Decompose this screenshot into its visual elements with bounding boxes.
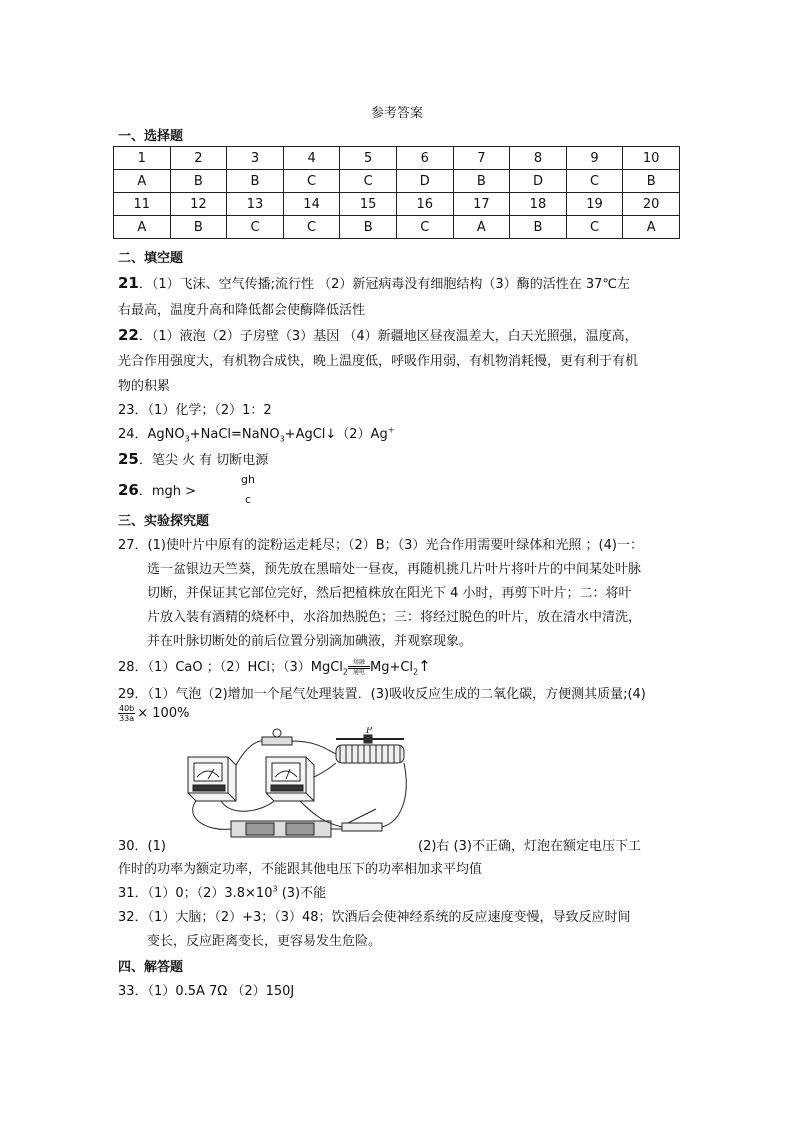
- q27-line3: 切断，并保证其它部位完好，然后把植株放在阳光下 4 小时，再剪下叶片；二：将叶: [147, 586, 632, 601]
- q29-frac-num: 40b: [119, 704, 135, 713]
- table-cell: D: [396, 170, 453, 193]
- table-cell: C: [283, 216, 340, 239]
- q26-num: 26: [118, 481, 139, 499]
- table-cell: B: [453, 170, 510, 193]
- q24-line: [118, 423, 394, 444]
- table-cell: C: [227, 216, 284, 239]
- switch-icon: [342, 809, 382, 831]
- q21-text: ．（1）飞沫、空气传播;流行性 （2）新冠病毒没有细胞结构（3）酶的活性在 37℃左: [138, 277, 630, 292]
- table-cell: 5: [340, 147, 397, 170]
- q28-sub1: 2: [342, 667, 348, 677]
- section-fill-heading: 二、填空题: [118, 251, 184, 266]
- q29-tail: × 100%: [137, 706, 190, 721]
- q26-line: [118, 480, 196, 499]
- table-cell: C: [566, 216, 623, 239]
- q28-line: [118, 656, 431, 677]
- q21-line2: 右最高，温度升高和降低都会使酶降低活性: [118, 303, 366, 318]
- battery-icon: [231, 821, 331, 837]
- q26-fraction: [238, 473, 258, 507]
- table-row: [114, 193, 680, 216]
- ammeter-icon: [188, 757, 236, 801]
- q27-line1: 27．(1)使叶片中原有的淀粉运走耗尽；（2）B；（3）光合作用需要叶绿体和光照 ；(4)一：: [118, 538, 643, 553]
- table-cell: C: [396, 216, 453, 239]
- q24-sub2: 3: [279, 434, 285, 444]
- q23-line: 23．（1）化学；（2）1：2: [118, 403, 272, 418]
- q28-b: Mg+Cl: [369, 660, 414, 675]
- q31-sup: 3: [272, 884, 278, 894]
- q28-arrow: ↑: [418, 657, 431, 675]
- table-cell: A: [114, 170, 171, 193]
- q31-line: [118, 882, 326, 901]
- q28-a: 28．（1）CaO ；（2）HCl；（3）MgCl: [118, 660, 343, 675]
- table-cell: A: [453, 216, 510, 239]
- q25-line: [118, 449, 268, 468]
- table-cell: 14: [283, 193, 340, 216]
- q25-num: 25: [118, 450, 139, 468]
- table-cell: B: [227, 170, 284, 193]
- q29-line1: 29．（1）气泡（2)增加一个尾气处理装置．(3)吸收反应生成的二氧化碳，方便测其质量;(4): [118, 687, 646, 702]
- table-cell: B: [623, 170, 680, 193]
- q30-line2: 作时的功率为额定功率，不能跟其他电压下的功率相加求平均值: [118, 862, 483, 877]
- table-cell: B: [510, 216, 567, 239]
- q33-line: 33．（1）0.5A 7Ω （2）150J: [118, 984, 295, 999]
- condition-top: 熔融: [348, 660, 370, 667]
- q21-num: 21: [118, 274, 139, 292]
- table-cell: 19: [566, 193, 623, 216]
- table-cell: 6: [396, 147, 453, 170]
- table-cell: B: [170, 170, 227, 193]
- rheostat-icon: [336, 735, 404, 763]
- table-cell: 9: [566, 147, 623, 170]
- table-cell: C: [340, 170, 397, 193]
- page-title: 参考答案: [370, 106, 423, 121]
- q31-b: (3)不能: [277, 886, 327, 901]
- q27-line2: 选一盆银边天竺葵，预先放在黑暗处一昼夜，再随机挑几片叶片将叶片的中间某处叶脉: [147, 562, 642, 577]
- table-cell: 16: [396, 193, 453, 216]
- table-cell: 12: [170, 193, 227, 216]
- q24-a: 24．AgNO: [118, 427, 185, 442]
- table-cell: A: [114, 216, 171, 239]
- q24-c: +AgCl↓（2）Ag: [284, 427, 388, 442]
- table-cell: 8: [510, 147, 567, 170]
- table-cell: 7: [453, 147, 510, 170]
- q26-frac-num: gh: [241, 473, 255, 486]
- table-cell: 20: [623, 193, 680, 216]
- table-cell: 2: [170, 147, 227, 170]
- q22-num: 22: [118, 326, 139, 344]
- section-experiment-heading: 三、实验探究题: [118, 514, 210, 529]
- answer-table: [113, 146, 680, 239]
- q22-text: ．（1）液泡（2）子房壁（3）基因 （4）新疆地区昼夜温差大，白天光照强，温度高，: [138, 329, 638, 344]
- q30-answer: (2)右 (3)不正确，灯泡在额定电压下工: [418, 839, 641, 854]
- table-cell: D: [510, 170, 567, 193]
- reaction-condition: [348, 660, 370, 676]
- condition-bottom: 通电: [348, 668, 370, 676]
- q21-line1: [118, 273, 630, 292]
- q29-fraction: [118, 704, 135, 723]
- q25-text: ．笔尖 火 有 切断电源: [138, 453, 269, 468]
- table-cell: 15: [340, 193, 397, 216]
- q24-sub1: 3: [184, 434, 190, 444]
- rheostat-label-p: P: [366, 727, 373, 736]
- q27-line5: 并在叶脉切断处的前后位置分别滴加碘液，并观察现象。: [147, 634, 473, 649]
- section-choice-heading: 一、选择题: [118, 129, 184, 144]
- q29-line2: [118, 704, 189, 723]
- table-cell: 18: [510, 193, 567, 216]
- table-cell: C: [566, 170, 623, 193]
- section-solve-heading: 四、解答题: [118, 960, 184, 975]
- table-cell: 1: [114, 147, 171, 170]
- q22-line1: [118, 325, 638, 344]
- q22-line2: 光合作用强度大，有机物合成快，晚上温度低，呼吸作用弱，有机物消耗慢，更有利于有机: [118, 354, 639, 369]
- table-cell: C: [283, 170, 340, 193]
- q27-line4: 片放入装有酒精的烧杯中，水浴加热脱色；三：将经过脱色的叶片，放在清水中清洗，: [147, 610, 642, 625]
- q24-b: +NaCl=NaNO: [189, 427, 280, 442]
- table-row: [114, 147, 680, 170]
- table-cell: 13: [227, 193, 284, 216]
- q29-frac-den: 33a: [119, 714, 135, 723]
- voltmeter-icon: [266, 757, 314, 801]
- q30-prefix: 30．(1): [118, 839, 166, 854]
- table-cell: B: [340, 216, 397, 239]
- table-cell: B: [170, 216, 227, 239]
- q26-frac-den: c: [244, 493, 252, 506]
- q31-a: 31．（1）0；（2）3.8×10: [118, 886, 273, 901]
- table-cell: 11: [114, 193, 171, 216]
- table-row: [114, 170, 680, 193]
- table-cell: 3: [227, 147, 284, 170]
- q32-line1: 32．（1）大脑；（2）+3；（3）48；饮酒后会使神经系统的反应速度变慢，导致反应时间: [118, 910, 631, 925]
- table-cell: A: [623, 216, 680, 239]
- table-cell: 4: [283, 147, 340, 170]
- q22-line3: 物的积累: [118, 379, 171, 394]
- table-cell: 10: [623, 147, 680, 170]
- circuit-diagram: [176, 727, 416, 842]
- table-cell: 17: [453, 193, 510, 216]
- lamp-icon: [262, 729, 292, 745]
- q28-sub2: 2: [413, 667, 419, 677]
- q24-sup: +: [387, 425, 395, 435]
- q26-text: ．mgh >: [138, 484, 197, 499]
- table-row: [114, 216, 680, 239]
- q32-line2: 变长，反应距离变长，更容易发生危险。: [147, 934, 382, 949]
